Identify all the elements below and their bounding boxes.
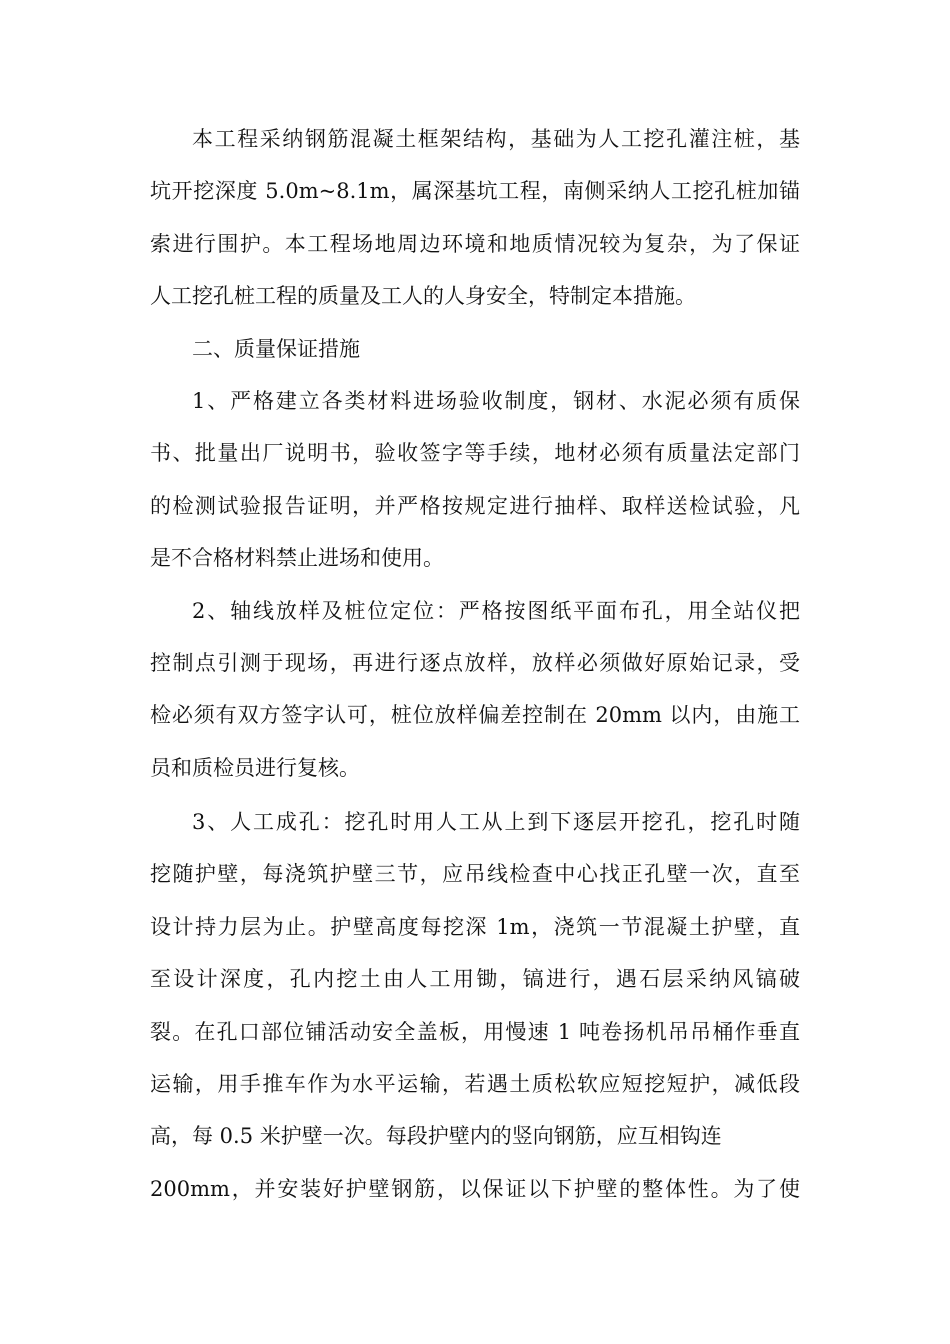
paragraph-line: 人工挖孔桩工程的质量及工人的人身安全，特制定本措施。 [150, 284, 696, 309]
paragraph-line: 裂。在孔口部位铺活动安全盖板，用慢速 1 吨卷扬机吊吊桶作垂直 [150, 1019, 800, 1044]
document-body [150, 113, 800, 1215]
paragraph-line: 索进行围护。本工程场地周边环境和地质情况较为复杂，为了保证 [150, 231, 800, 256]
paragraph-line: 设计持力层为止。护壁高度每挖深 1m，浇筑一节混凝土护壁，直 [150, 914, 800, 939]
paragraph-line: 运输，用手推车作为水平运输，若遇土质松软应短挖短护，减低段 [150, 1072, 800, 1097]
paragraph-line: 本工程采纳钢筋混凝土框架结构，基础为人工挖孔灌注桩，基 [192, 127, 800, 151]
paragraph-line: 的检测试验报告证明，并严格按规定进行抽样、取样送检试验，凡 [150, 493, 800, 518]
paragraph-line: 检必须有双方签字认可，桩位放样偏差控制在 20mm 以内，由施工 [150, 703, 800, 728]
paragraph-line: 2、轴线放样及桩位定位：严格按图纸平面布孔，用全站仪把 [192, 598, 800, 623]
paragraph-line: 1、严格建立各类材料进场验收制度，钢材、水泥必须有质保 [192, 388, 800, 413]
paragraph-line: 书、批量出厂说明书，验收签字等手续，地材必须有质量法定部门 [150, 441, 800, 466]
section-heading: 二、质量保证措施 [192, 336, 360, 361]
paragraph-line: 坑开挖深度 5.0m~8.1m，属深基坑工程，南侧采纳人工挖孔桩加锚 [150, 179, 800, 204]
paragraph-line: 200mm，并安装好护壁钢筋，以保证以下护壁的整体性。为了使 [150, 1176, 800, 1201]
paragraph-line: 员和质检员进行复核。 [150, 755, 360, 780]
paragraph-line: 至设计深度，孔内挖土由人工用锄，镐进行，遇石层采纳风镐破 [150, 967, 800, 992]
paragraph-line: 高，每 0.5 米护壁一次。每段护壁内的竖向钢筋，应互相钩连 [150, 1124, 722, 1149]
paragraph-line: 控制点引测于现场，再进行逐点放样，放样必须做好原始记录，受 [150, 650, 800, 675]
paragraph-line: 3、人工成孔：挖孔时用人工从上到下逐层开挖孔，挖孔时随 [192, 810, 800, 835]
paragraph-line: 挖随护壁，每浇筑护壁三节，应吊线检查中心找正孔壁一次，直至 [150, 862, 800, 887]
paragraph-line: 是不合格材料禁止进场和使用。 [150, 546, 444, 571]
